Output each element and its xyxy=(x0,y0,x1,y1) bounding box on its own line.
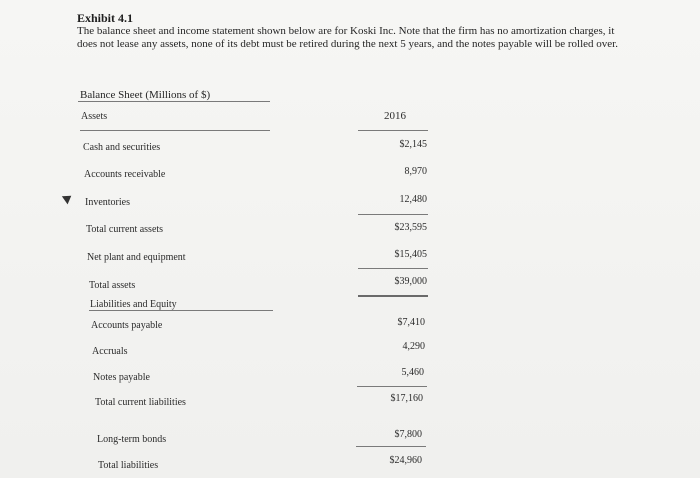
row-label: Notes payable xyxy=(93,372,150,383)
row-label: Total current assets xyxy=(86,224,164,235)
liabilities-rule xyxy=(89,310,273,311)
row-label: Inventories xyxy=(85,197,130,208)
row-value: 4,290 xyxy=(402,341,425,352)
row-value: 8,970 xyxy=(404,166,427,177)
row-value: $23,595 xyxy=(394,222,427,233)
total-rule xyxy=(358,295,428,297)
row-label: Accruals xyxy=(92,346,128,357)
subtotal-rule xyxy=(356,446,426,447)
row-label: Net plant and equipment xyxy=(87,252,186,263)
row-value: 5,460 xyxy=(401,367,424,378)
row-value: $39,000 xyxy=(394,276,427,287)
title-underline xyxy=(78,101,270,102)
subtotal-rule xyxy=(357,386,427,387)
subtotal-rule xyxy=(358,214,428,215)
row-label: Total assets xyxy=(89,280,136,291)
row-value: $24,960 xyxy=(389,455,422,466)
balance-sheet-title: Balance Sheet (Millions of $) xyxy=(80,89,211,101)
header-rule-right xyxy=(358,130,428,131)
row-label: Total current liabilities xyxy=(95,397,186,408)
row-value: $2,145 xyxy=(399,139,427,150)
row-value: $7,800 xyxy=(394,429,422,440)
header-rule-left xyxy=(80,130,270,131)
row-label: Accounts payable xyxy=(91,320,163,331)
assets-header: Assets xyxy=(81,111,108,122)
liabilities-header: Liabilities and Equity xyxy=(90,299,177,310)
row-label: Long-term bonds xyxy=(97,434,167,445)
year-header: 2016 xyxy=(384,110,406,122)
subtotal-rule xyxy=(358,268,428,269)
row-label: Cash and securities xyxy=(83,142,161,153)
exhibit-description: The balance sheet and income statement shown below are for Koski Inc. Note that the firm has no amortization charges, it does not lease any assets, none of its debt must be retired during the next 5 years, and the notes payable will be rolled over. xyxy=(77,25,618,50)
row-value: 12,480 xyxy=(399,194,427,205)
row-label: Total liabilities xyxy=(98,460,159,471)
exhibit-title: Exhibit 4.1 xyxy=(77,11,134,25)
row-label: Accounts receivable xyxy=(84,169,166,180)
row-value: $15,405 xyxy=(394,249,427,260)
row-value: $17,160 xyxy=(390,393,423,404)
mouse-pointer-icon xyxy=(62,192,74,205)
row-value: $7,410 xyxy=(397,317,425,328)
